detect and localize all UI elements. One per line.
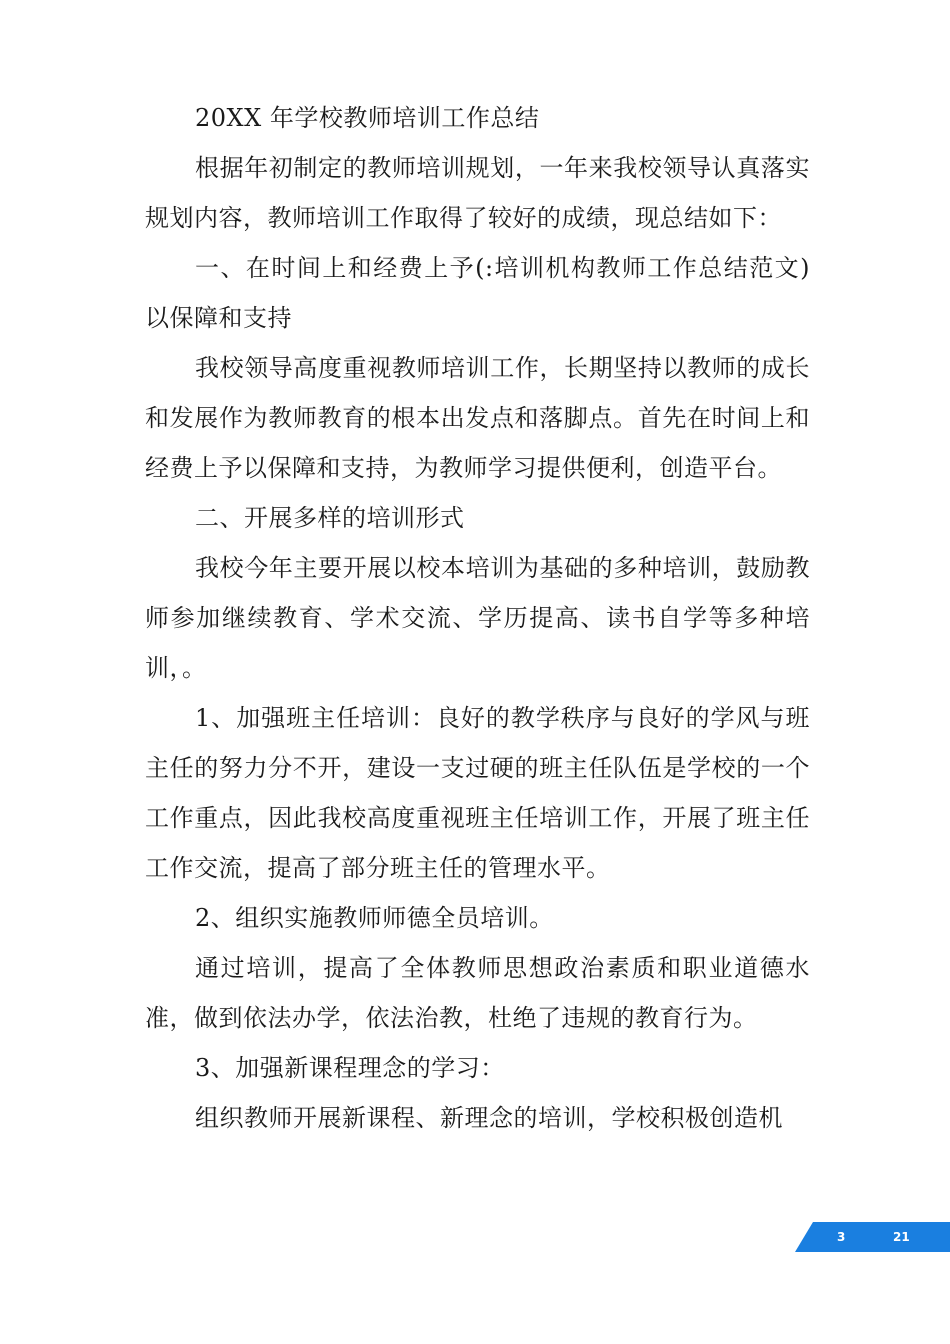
- paragraph: 3、加强新课程理念的学习：: [195, 1054, 505, 1082]
- paragraph: 我校今年主要开展以校本培训为基础的多种培训，鼓励教师参加继续教育、学术交流、学历提高、读书自学等多种培训，。: [145, 554, 810, 682]
- paragraph: 组织教师开展新课程、新理念的培训，学校积极创造机: [195, 1104, 783, 1132]
- current-page-number: 3: [837, 1230, 846, 1244]
- document-title: 20XX 年学校教师培训工作总结: [195, 104, 540, 132]
- document-body: [145, 93, 810, 1143]
- section-heading: 一、在时间上和经费上予(:培训机构教师工作总结范文)以保障和支持: [145, 254, 810, 332]
- paragraph: 根据年初制定的教师培训规划，一年来我校领导认真落实规划内容，教师培训工作取得了较好的成绩，现总结如下：: [145, 154, 810, 232]
- paragraph: 1、加强班主任培训：良好的教学秩序与良好的学风与班主任的努力分不开，建设一支过硬的班主任队伍是学校的一个工作重点，因此我校高度重视班主任培训工作，开展了班主任工作交流，提高了部分班主任的管理水平。: [145, 704, 810, 882]
- paragraph: 通过培训，提高了全体教师思想政治素质和职业道德水准，做到依法办学，依法治教，杜绝了违规的教育行为。: [145, 954, 810, 1032]
- total-pages-number: 21: [893, 1230, 910, 1244]
- section-heading: 二、开展多样的培训形式: [195, 504, 465, 532]
- paragraph: 2、组织实施教师师德全员培训。: [195, 904, 554, 932]
- paragraph: 我校领导高度重视教师培训工作，长期坚持以教师的成长和发展作为教师教育的根本出发点和落脚点。首先在时间上和经费上予以保障和支持，为教师学习提供便利，创造平台。: [145, 354, 810, 482]
- page-number-bar: [795, 1222, 950, 1252]
